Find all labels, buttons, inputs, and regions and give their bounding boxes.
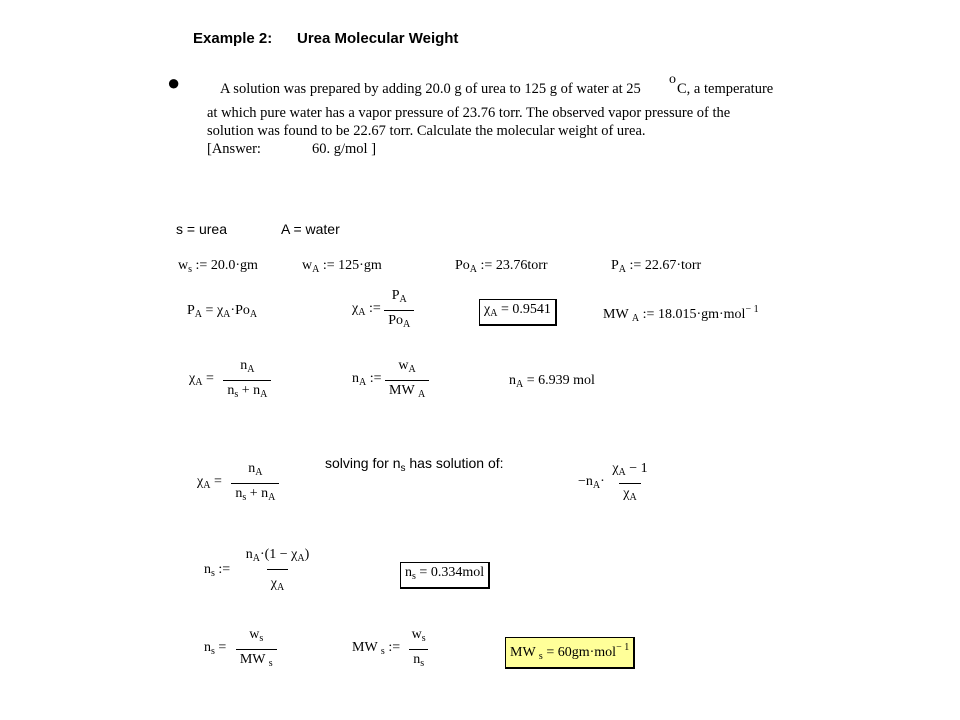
symbolic-solution: $-n_A\cdot$ $\frac{\chi_A - 1}{\chi_A}$ <box>578 461 652 506</box>
chi-a-mole-fraction-eq: $\chi_A$ = $\frac{n_A}{n_s + n_A}$ <box>189 358 271 403</box>
page-title: Urea Molecular Weight <box>297 30 459 47</box>
wa-definition: $w_A$ := 125·gm <box>302 258 382 275</box>
chi-a-solve-equation: $\chi_A$ = $\frac{n_A}{n_s + n_A}$ <box>197 461 279 506</box>
na-definition: $n_A$ := $\frac{w_A}{MW _A}$ <box>352 358 429 403</box>
ns-result: $n_s = 0.334mol$ <box>400 562 490 589</box>
poa-definition: $Po_A$ := 23.76torr <box>455 258 548 275</box>
raoult-law-equation: $P_A = \chi_A\cdot Po_A$ <box>187 303 258 320</box>
na-result: $n_A = 6.939$ mol <box>509 373 595 390</box>
answer-label: [Answer: <box>207 141 261 157</box>
chi-a-definition: $\chi_A$ := $\frac{P_A}{Po_A}$ <box>352 288 414 333</box>
mws-definition: MW $_s$ := $\frac{w_s}{n_s}$ <box>352 627 430 672</box>
degree-symbol: o <box>669 72 676 87</box>
example-label: Example 2: <box>193 30 273 47</box>
problem-line-1: A solution was prepared by adding 20.0 g of urea to 125 g of water at 25 <box>220 81 641 97</box>
chi-a-result: $\chi_A = 0.9541$ <box>479 299 557 326</box>
problem-line-2: at which pure water has a vapor pressure of 23.76 torr. The observed vapor pressure of the <box>207 105 731 121</box>
ns-mws-equation: $n_s$ = $\frac{w_s}{MW _s}$ <box>204 627 277 672</box>
solve-label: solving for $n_s$ has solution of: <box>325 455 504 474</box>
bullet-icon: ● <box>167 70 181 95</box>
problem-line-3: solution was found to be 22.67 torr. Calculate the molecular weight of urea. <box>207 123 646 139</box>
problem-line-1-end: C, a temperature <box>677 81 774 97</box>
ns-definition: $n_s$ := $\frac{n_A\cdot(1 - \chi_A)}{\chi_A}$ <box>204 547 313 596</box>
ws-definition: $w_s$ := 20.0·gm <box>178 258 258 275</box>
definition-solvent: A = water <box>281 221 340 237</box>
mws-result: MW $_s$ = 60gm·mol$^{- 1}$ <box>505 637 635 669</box>
definition-solute: s = urea <box>176 221 227 237</box>
mwa-definition: MW $_A$ := 18.015·gm·mol$^{- 1}$ <box>603 304 759 324</box>
pa-definition: $P_A$ := 22.67·torr <box>611 258 702 275</box>
answer-value: 60. g/mol ] <box>312 141 377 157</box>
